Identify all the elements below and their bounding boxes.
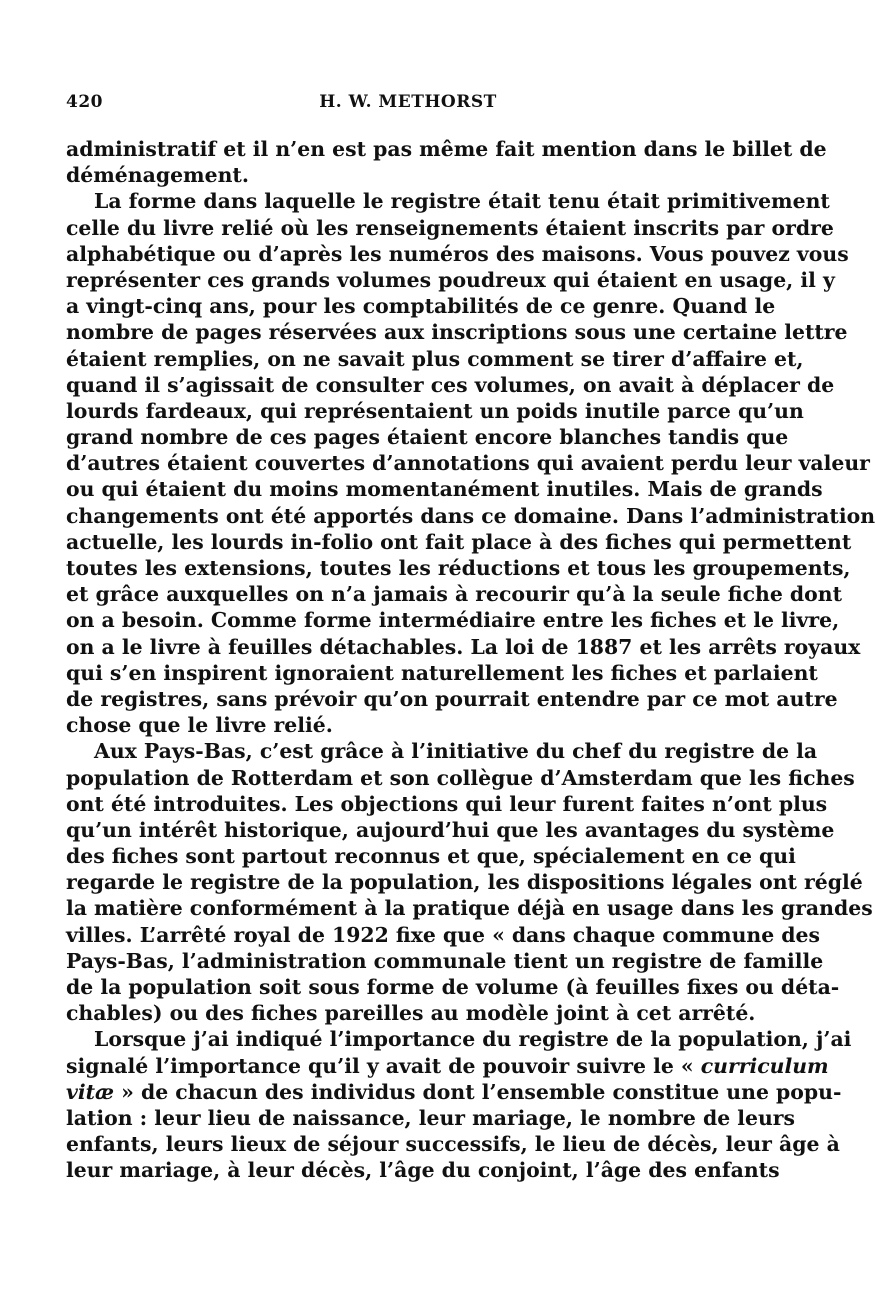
text-line: lation : leur lieu de naissance, leur mariage, le nombre de leurs <box>66 1105 796 1130</box>
running-head <box>66 92 750 116</box>
text-line: lourds fardeaux, qui représentaient un poids inutile parce qu’un <box>66 398 804 423</box>
text-line: Pays-Bas, l’administration communale tient un registre de famille <box>66 948 824 973</box>
text-line: celle du livre relié où les renseignements étaient inscrits par ordre <box>66 215 834 240</box>
text-line: Aux Pays-Bas, c’est grâce à l’initiative du chef du registre de la <box>94 739 818 764</box>
text-line: quand il s’agissait de consulter ces volumes, on avait à déplacer de <box>66 372 835 397</box>
paragraph <box>66 738 873 1026</box>
body-text <box>66 136 875 1184</box>
text-line: la matière conformément à la pratique déjà en usage dans les grandes <box>66 896 873 921</box>
text-line: chables) ou des fiches pareilles au modèle joint à cet arrêté. <box>66 1001 756 1026</box>
text-line: nombre de pages réservées aux inscriptions sous une certaine lettre <box>66 320 848 345</box>
running-title: H. W. METHORST <box>319 92 497 112</box>
text-line: a vingt-cinq ans, pour les comptabilités de ce genre. Quand le <box>66 294 776 319</box>
text-line: des fiches sont partout reconnus et que, spécialement en ce qui <box>66 844 796 869</box>
text-line: changements ont été apportés dans ce domaine. Dans l’administration <box>66 503 875 528</box>
text-line: vitæ » de chacun des individus dont l’ensemble constitue une popu- <box>66 1079 842 1104</box>
text-line: actuelle, les lourds in-folio ont fait place à des fiches qui permettent <box>66 529 852 554</box>
text-line: et grâce auxquelles on n’a jamais à recourir qu’à la seule fiche dont <box>66 582 843 607</box>
text-line: qui s’en inspirent ignoraient naturellement les fiches et parlaient <box>66 660 818 685</box>
paragraph <box>66 1026 852 1183</box>
text-line: ou qui étaient du moins momentanément inutiles. Mais de grands <box>66 477 823 502</box>
text-line: villes. L’arrêté royal de 1922 fixe que « dans chaque commune des <box>66 922 821 947</box>
text-line: chose que le livre relié. <box>66 713 333 738</box>
text-line: on a besoin. Comme forme intermédiaire entre les fiches et le livre, <box>66 608 840 633</box>
text-line: représenter ces grands volumes poudreux qui étaient en usage, il y <box>66 267 835 292</box>
text-line: de registres, sans prévoir qu’on pourrait entendre par ce mot autre <box>66 686 838 711</box>
text-line: alphabétique ou d’après les numéros des maisons. Vous pouvez vous <box>66 241 849 266</box>
paragraph <box>66 188 875 738</box>
text-line: ont été introduites. Les objections qui leur furent faites n’ont plus <box>66 791 828 816</box>
text-line: La forme dans laquelle le registre était tenu était primitivement <box>94 189 830 214</box>
text-line: étaient remplies, on ne savait plus comment se tirer d’affaire et, <box>66 346 804 371</box>
text-line: déménagement. <box>66 163 249 188</box>
page-number: 420 <box>66 92 103 112</box>
text-line: administratif et il n’en est pas même fait mention dans le billet de <box>66 137 827 161</box>
text-line: toutes les extensions, toutes les réductions et tous les groupements, <box>66 556 851 580</box>
text-line: on a le livre à feuilles détachables. La loi de 1887 et les arrêts royaux <box>66 634 861 659</box>
text-line: population de Rotterdam et son collègue d’Amsterdam que les fiches <box>66 765 855 790</box>
text-line: d’autres étaient couvertes d’annotations qui avaient perdu leur valeur <box>66 451 870 476</box>
paragraph <box>66 136 827 188</box>
text-line: signalé l’importance qu’il y avait de pouvoir suivre le « curriculum <box>66 1053 829 1078</box>
text-line: leur mariage, à leur décès, l’âge du conjoint, l’âge des enfants <box>66 1158 780 1183</box>
text-line: enfants, leurs lieux de séjour successifs, le lieu de décès, leur âge à <box>66 1132 840 1157</box>
text-line: de la population soit sous forme de volume (à feuilles fixes ou déta- <box>66 975 840 999</box>
text-line: grand nombre de ces pages étaient encore blanches tandis que <box>66 425 789 450</box>
text-line: regarde le registre de la population, les dispositions légales ont réglé <box>66 870 863 895</box>
text-line: Lorsque j’ai indiqué l’importance du registre de la population, j’ai <box>94 1027 852 1052</box>
text-line: qu’un intérêt historique, aujourd’hui que les avantages du système <box>66 817 835 842</box>
